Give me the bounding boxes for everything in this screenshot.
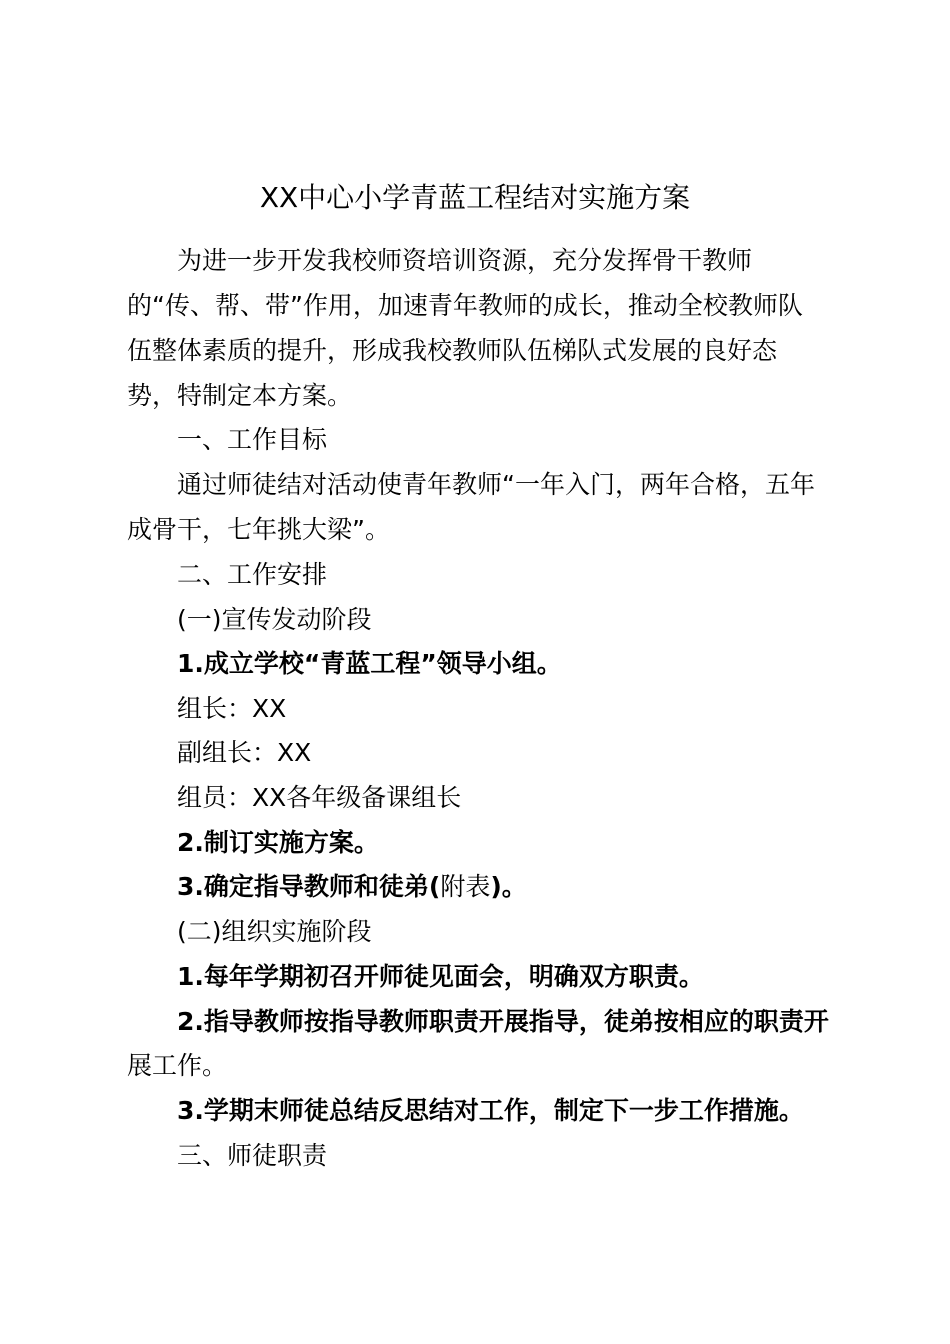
phase2-item-1: 1.每年学期初召开师徒见面会，明确双方职责。	[177, 962, 704, 991]
goals-line-1: 通过师徒结对活动使青年教师“一年入门，两年合格，五年	[177, 470, 815, 499]
vice-leader-line: 副组长：XX	[177, 738, 312, 767]
phase2-item-2-line-1: 2.指导教师按指导教师职责开展指导，徒弟按相应的职责开	[177, 1007, 829, 1036]
phase1-item-1: 1.成立学校“青蓝工程”领导小组。	[177, 649, 562, 678]
phase1-item-3	[177, 869, 527, 905]
intro-line-1: 为进一步开发我校师资培训资源，充分发挥骨干教师	[177, 246, 753, 275]
leader-line: 组长：XX	[177, 694, 287, 723]
section-heading-duties: 三、师徒职责	[177, 1141, 328, 1170]
members-line: 组员：XX各年级备课组长	[177, 783, 462, 812]
intro-line-3: 伍整体素质的提升，形成我校教师队伍梯队式发展的良好态	[127, 336, 778, 365]
phase2-item-2-line-2: 展工作。	[127, 1051, 228, 1080]
phase1-heading: (一)宣传发动阶段	[177, 605, 372, 634]
section-heading-arrangement: 二、工作安排	[177, 560, 328, 589]
phase1-item-3-attachment: 附表	[440, 872, 491, 901]
phase1-item-3-end: )。	[490, 872, 527, 901]
phase2-heading: (二)组织实施阶段	[177, 917, 372, 946]
goals-line-2: 成骨干，七年挑大梁”。	[127, 515, 390, 544]
intro-line-4: 势，特制定本方案。	[127, 381, 353, 410]
document-title: XX中心小学青蓝工程结对实施方案	[259, 181, 691, 214]
intro-line-2: 的“传、帮、带”作用，加速青年教师的成长，推动全校教师队	[127, 291, 803, 320]
phase1-item-2: 2.制订实施方案。	[177, 828, 379, 857]
phase1-item-3-main: 3.确定指导教师和徒弟(	[177, 872, 441, 901]
section-heading-goals: 一、工作目标	[177, 425, 328, 454]
phase2-item-3: 3.学期末师徒总结反思结对工作，制定下一步工作措施。	[177, 1096, 804, 1125]
